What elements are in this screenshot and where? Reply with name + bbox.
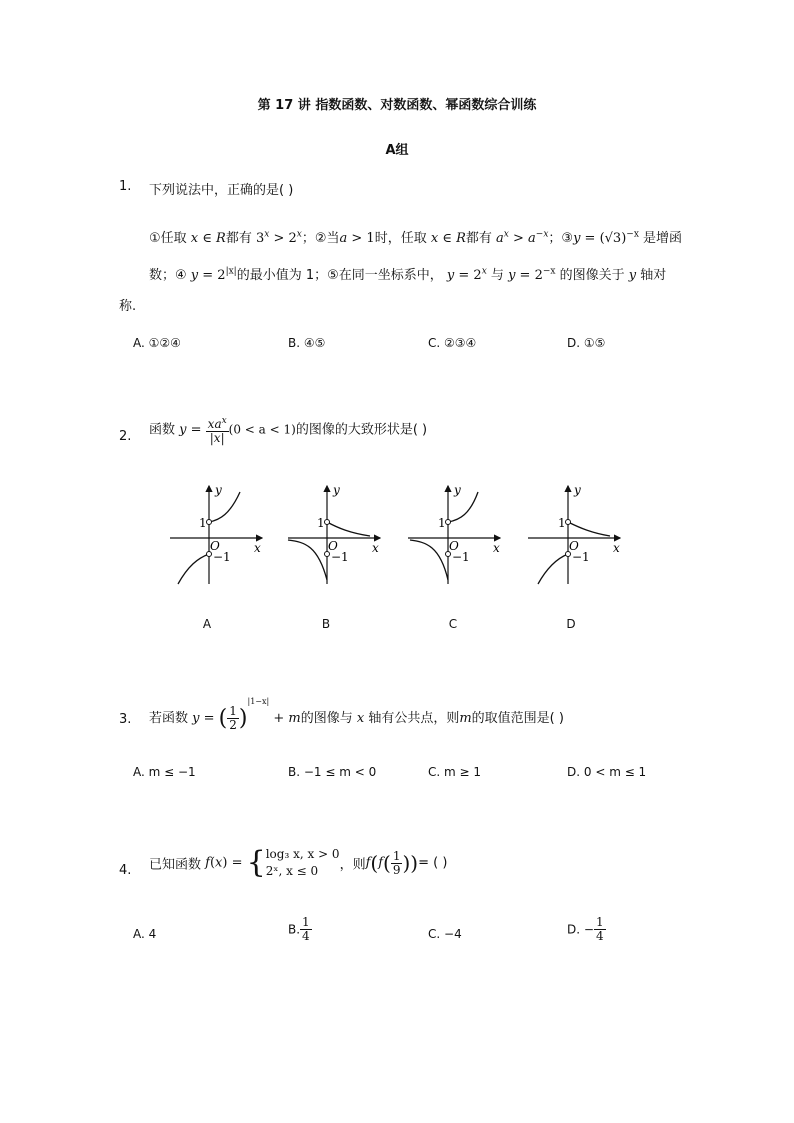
q1-s1a: ①任取 — [149, 231, 187, 246]
graph-c[interactable] — [408, 483, 500, 584]
q1-stem: 下列说法中，正确的是( ) — [149, 183, 294, 198]
q2-number: 2. — [119, 429, 132, 444]
q2-pre: 函数 — [149, 422, 176, 438]
q3-pre: 若函数 — [149, 711, 189, 726]
graph-b-curve-left — [288, 540, 327, 580]
q1-line-3: 称. — [119, 299, 137, 314]
q4-option-b-num: 1 — [302, 915, 310, 929]
q1-s2c: 与 — [490, 268, 504, 283]
q2-option-a[interactable]: A — [202, 617, 212, 631]
q3-stem: 若函数 y = ( $\frac{1}{2}$ )$^{|1-x|}$ + m的图像与 x 轴有公共点，则m的取值范围是( ) — [149, 697, 564, 732]
q4-mid: ，则 — [339, 857, 366, 873]
page-title: 第 17 讲 指数函数、对数函数、幂函数综合训练 — [257, 98, 537, 113]
graph-d-open-point-top — [566, 520, 571, 525]
q3-number: 3. — [119, 712, 132, 727]
q4-option-d-num: 1 — [595, 915, 604, 929]
graph-a-curve-right — [209, 492, 240, 522]
q2-option-b[interactable]: B — [321, 617, 331, 631]
graph-d-y-label: y — [574, 483, 581, 497]
graph-d-curve-left — [538, 554, 568, 584]
graph-b[interactable] — [288, 483, 380, 584]
q4-option-d-label: D. − — [567, 922, 594, 937]
q3-option-d[interactable]: D. 0 < m ≤ 1 — [567, 765, 647, 779]
graph-a-curve-left — [178, 554, 209, 584]
graph-d-tick-1: 1 — [558, 516, 566, 530]
q4-option-a[interactable]: A. 4 — [133, 927, 157, 941]
q4-pre: 已知函数 — [149, 857, 202, 873]
q3-mid: 的图像与 — [300, 711, 353, 726]
group-heading: A组 — [385, 143, 409, 158]
q4-option-d-den: 4 — [595, 929, 604, 943]
q3-post: 的取值范围是( ) — [471, 711, 564, 726]
graph-b-tick-1: 1 — [317, 516, 325, 530]
q4-option-d[interactable] — [567, 916, 606, 943]
q3-option-b[interactable]: B. −1 ≤ m < 0 — [288, 765, 377, 779]
q3-option-c[interactable]: C. m ≥ 1 — [428, 765, 482, 779]
graph-a-y-label: y — [215, 483, 222, 497]
q1-number: 1. — [119, 179, 132, 194]
graph-b-curve-right — [327, 522, 370, 536]
q1-s1g: 是增函 — [643, 231, 683, 246]
graph-c-open-point-top — [446, 520, 451, 525]
q1-option-b[interactable]: B. ④⑤ — [288, 336, 326, 350]
graph-c-curve-right — [448, 492, 478, 522]
graph-d-curve-right — [568, 522, 610, 536]
graph-b-tick-neg1: −1 — [331, 550, 349, 564]
q4-case-1: log₃ x, x > 0 — [265, 847, 340, 861]
graph-a-tick-neg1: −1 — [213, 550, 231, 564]
q4-post: = ( ) — [418, 855, 448, 871]
q4-stem: 已知函数 f(x) = { log₃ x, x > 0 2ˣ, x ≤ 0 ，则f(f( $\frac{1}{9}$ ))= ( ) — [149, 845, 448, 880]
graph-d[interactable] — [528, 483, 620, 584]
graph-b-origin: O — [328, 539, 338, 553]
graph-a[interactable] — [170, 483, 262, 584]
graph-d-origin: O — [569, 539, 579, 553]
q1-line-1: ①任取 x ∈ R都有 $3^x > 2^x$；②当a > 1时，任取 x ∈ R都有 $a^x > a^{-x}$；③y = $(√3)^{-x}$ 是增函 — [149, 229, 683, 246]
q1-s1b: 都有 — [225, 231, 252, 246]
q1-s1e: 都有 — [465, 231, 492, 246]
q1-s2d: 的图像关于 — [559, 268, 625, 283]
graph-c-tick-neg1: −1 — [452, 550, 470, 564]
q2-post: 的图像的大致形状是( ) — [295, 422, 428, 438]
graph-d-tick-neg1: −1 — [572, 550, 590, 564]
q1-line-2: 数；④ $y = 2^{|x|}$的最小值为 1；⑤在同一坐标系中， $y = 2^x$ 与 $y = 2^{-x}$ 的图像关于 y 轴对 — [149, 266, 667, 283]
q4-option-b-den: 4 — [302, 929, 310, 943]
q4-case-2: 2ˣ, x ≤ 0 — [265, 864, 319, 878]
graph-c-x-label: x — [493, 541, 500, 555]
q2-option-d[interactable]: D — [566, 617, 576, 631]
q4-number: 4. — [119, 863, 132, 878]
q1-s2a: 数；④ — [149, 268, 187, 283]
q2-graphs — [160, 480, 640, 590]
q1-s2e: 轴对 — [640, 268, 667, 283]
graph-c-origin: O — [449, 539, 459, 553]
q1-s1f: ；③ — [548, 231, 574, 246]
graph-a-tick-1: 1 — [199, 516, 207, 530]
q1-option-c[interactable]: C. ②③④ — [428, 336, 477, 350]
graph-a-x-label: x — [254, 541, 261, 555]
q1-option-a[interactable]: A. ①②④ — [133, 336, 181, 350]
q2-option-c[interactable]: C — [448, 617, 458, 631]
graph-d-x-label: x — [613, 541, 620, 555]
q4-option-c[interactable]: C. −4 — [428, 927, 462, 941]
q1-s1d: 时，任取 — [374, 231, 427, 246]
q1-s2b: 的最小值为 1；⑤在同一坐标系中， — [236, 268, 443, 283]
graph-c-curve-left — [410, 540, 448, 580]
graph-b-open-point-top — [325, 520, 330, 525]
q3-mid2: 轴有公共点，则 — [368, 711, 460, 726]
graph-c-y-label: y — [454, 483, 461, 497]
graph-a-open-point-top — [207, 520, 212, 525]
graph-c-tick-1: 1 — [438, 516, 446, 530]
graph-b-x-label: x — [372, 541, 379, 555]
q3-option-a[interactable]: A. m ≤ −1 — [133, 765, 196, 779]
q2-stem: 函数 y = $\frac{xa^x}{|x|}$ (0 < a < 1)的图像的大致形状是( ) — [149, 416, 428, 445]
graph-a-origin: O — [210, 539, 220, 553]
graph-b-y-label: y — [333, 483, 340, 497]
q2-cond: (0 < a < 1) — [228, 422, 296, 437]
q1-option-d[interactable]: D. ①⑤ — [567, 336, 606, 350]
q4-option-b-label: B. — [288, 922, 301, 937]
q1-s1c: ；②当 — [301, 231, 340, 246]
q4-option-b[interactable] — [288, 916, 312, 943]
